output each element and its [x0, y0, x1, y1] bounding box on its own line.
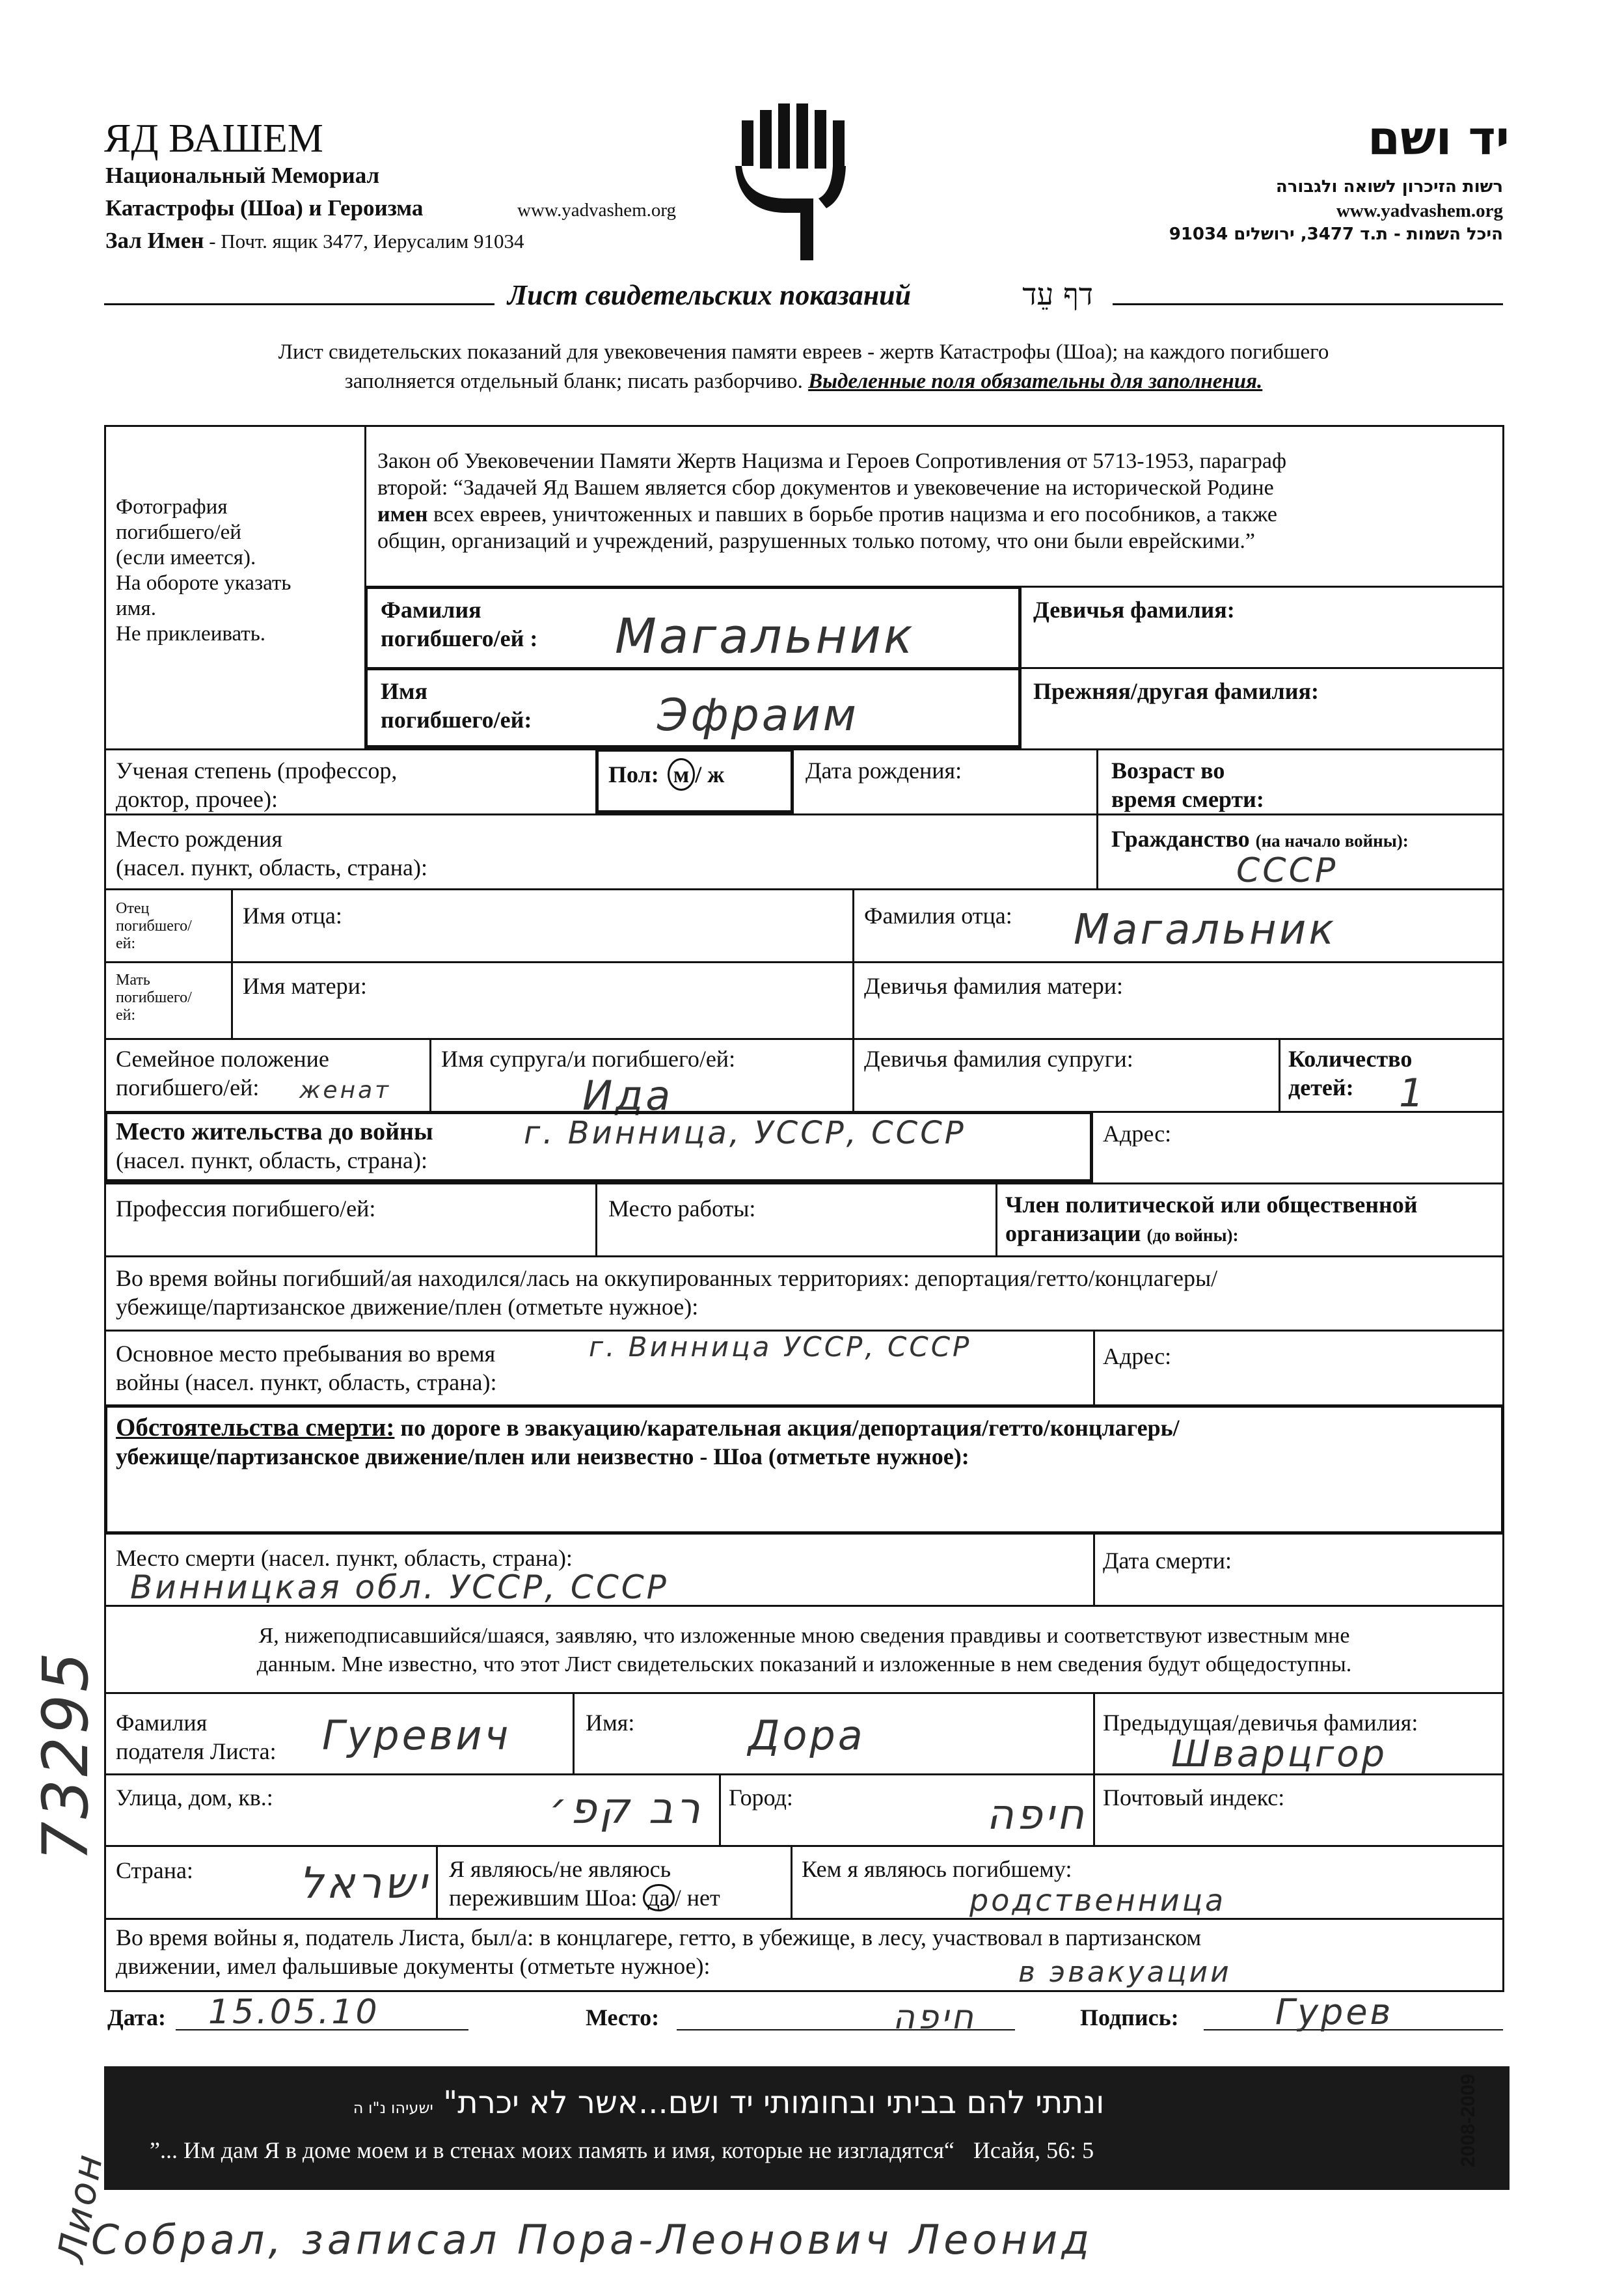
age-label-2: время смерти:: [1111, 786, 1264, 812]
marital-label-1: Семейное положение: [116, 1046, 329, 1072]
marital-label: [116, 1045, 329, 1102]
spouse-value[interactable]: Ида: [582, 1072, 673, 1119]
law-line-3-rest: всех евреев, уничтоженных и павших в борьбе против нацизма и его пособников, а также: [427, 502, 1277, 526]
victim-surname-label: [381, 595, 537, 653]
law-line-2: второй: “Задачей Яд Вашем является сбор документов и увековечение на исторической Родине: [377, 476, 1274, 500]
age-label: [1111, 756, 1264, 813]
rule-2835: [104, 1845, 1504, 1847]
death-circ-text: [116, 1414, 1495, 1471]
residence-value[interactable]: г. Винница, УССР, СССР: [524, 1115, 966, 1151]
death-date-label: Дата смерти:: [1103, 1548, 1232, 1574]
main-place-label-1: Основное место пребывания во время: [116, 1341, 496, 1367]
year-side-label: 2008-2009: [1457, 2073, 1479, 2167]
signature-value[interactable]: Гурев: [1275, 1991, 1394, 2032]
victim-surname-value[interactable]: Магальник: [615, 608, 915, 664]
rule-2947: [104, 1918, 1504, 1920]
victim-other-surname-label: Прежняя/другая фамилия:: [1033, 678, 1319, 704]
vdiv-parent-mid: [852, 888, 854, 1038]
sub-wartime-line-2: движении, имел фальшивые документы (отметьте нужное):: [116, 1953, 711, 1979]
rule-2600: [104, 1692, 1504, 1694]
header-he-line3: היכל השמות - ת.ד 3477, ירושלים 91034: [1169, 225, 1503, 244]
header-hall-bold: Зал Имен: [105, 228, 204, 253]
rule-1477: [104, 961, 1504, 963]
mother-side-label: [116, 972, 192, 1024]
photo-line-3: (если имеется).: [116, 546, 256, 569]
photo-line-2: погибшего/ей: [116, 521, 241, 544]
rule-1025-right: [1022, 667, 1504, 669]
children-label-2: детей:: [1288, 1074, 1354, 1100]
vdiv-city: [719, 1773, 721, 1845]
children-label-1: Количество: [1288, 1046, 1413, 1072]
vdiv-workplace: [595, 1182, 597, 1255]
date-value[interactable]: 15.05.10: [208, 1993, 380, 2032]
margin-number: 73295: [29, 1649, 102, 1861]
father-surname-value[interactable]: Магальник: [1074, 906, 1336, 954]
place-value[interactable]: חיפה: [892, 1998, 976, 2037]
spouse-label: Имя супруга/и погибшего/ей:: [441, 1046, 736, 1072]
gender-option-f[interactable]: ж: [707, 761, 725, 787]
banner-ru-ref: Исайя, 56: 5: [973, 2137, 1094, 2163]
mother-name-label: Имя матери:: [243, 973, 367, 999]
banner-he-text: ונתתי להם בביתי ובחומותי יד ושם...אשר לא יכרת": [443, 2084, 1105, 2121]
victim-surname-label-2: погибшего/ей :: [381, 625, 538, 651]
title-rule-left: [104, 303, 494, 305]
residence-address-label: Адрес:: [1103, 1121, 1172, 1147]
mother-maiden-label: Девичья фамилия матери:: [864, 973, 1124, 999]
vdiv-relation: [791, 1845, 792, 1918]
declaration-text: [104, 1622, 1504, 1679]
wartime-line-2: убежище/партизанское движение/плен (отметьте нужное):: [116, 1294, 699, 1320]
country-value[interactable]: ישראל: [299, 1858, 429, 1908]
street-value[interactable]: רב קפ׳: [549, 1783, 703, 1833]
children-value[interactable]: 1: [1399, 1071, 1427, 1116]
citizenship-value[interactable]: СССР: [1236, 851, 1338, 890]
vdiv-sub-name: [573, 1692, 575, 1773]
header-title-ru: ЯД ВАШЕМ: [104, 116, 323, 161]
vdiv-death-date: [1093, 1535, 1095, 1605]
header-he-line1: רשות הזיכרון לשואה ולגבורה: [1275, 177, 1503, 197]
mother-side-3: ей:: [116, 1007, 136, 1024]
quote-banner: [104, 2066, 1510, 2190]
degree-label-2: доктор, прочее):: [116, 786, 278, 812]
residence-label-bold: Место жительства до войны: [116, 1118, 433, 1145]
intro-line-2-bold: Выделенные поля обязательны для заполнения.: [808, 370, 1263, 393]
degree-label: [116, 756, 397, 813]
sub-name-value[interactable]: Дора: [748, 1712, 865, 1759]
date-label: Дата:: [107, 2004, 166, 2030]
member-label-1: Член политической или общественной: [1005, 1192, 1418, 1218]
vdiv-dob: [1096, 748, 1098, 813]
father-name-label: Имя отца:: [243, 903, 342, 929]
country-label: Страна:: [116, 1857, 193, 1883]
header-hall-rest: - Почт. ящик 3477, Иерусалим 91034: [204, 230, 524, 253]
sub-prev-label: Предыдущая/девичья фамилия:: [1103, 1710, 1418, 1736]
sub-surname-label: [116, 1708, 277, 1766]
vdiv-zip: [1093, 1773, 1095, 1845]
sub-wartime-value[interactable]: в эвакуации: [1018, 1956, 1232, 1989]
citizenship-note: (на начало войны):: [1255, 831, 1409, 851]
photo-line-1: Фотография: [116, 495, 228, 519]
vdiv-spouse: [429, 1038, 431, 1111]
header-website-right: www.yadvashem.org: [1336, 200, 1503, 221]
declaration-line-2: данным. Мне известно, что этот Лист свидетельских показаний и изложенные в нем сведения будут общедоступны.: [256, 1652, 1352, 1676]
law-line-3: [377, 501, 1496, 528]
citizenship-label: [1111, 825, 1409, 853]
law-text: [377, 448, 1496, 554]
law-line-3-bold: имен: [377, 502, 428, 526]
banner-he-quote: [104, 2084, 1353, 2121]
gender-field: Пол: м / ж: [608, 758, 724, 791]
intro-line-2-text: заполняется отдельный бланк; писать разборчиво.: [344, 370, 803, 393]
sub-prev-value[interactable]: Шварцгор: [1171, 1733, 1388, 1775]
banner-he-ref: ישעיהו נ"ו ה: [353, 2099, 433, 2117]
death-circ-bold: Обстоятельства смерти:: [116, 1414, 395, 1442]
sub-surname-label-2: подателя Листа:: [116, 1738, 277, 1764]
banner-ru-quote: [150, 2137, 1483, 2164]
relation-label: Кем я являюсь погибшему:: [802, 1856, 1072, 1882]
marital-label-2: погибшего/ей:: [116, 1074, 260, 1100]
marital-value[interactable]: женат: [299, 1077, 392, 1104]
victim-firstname-label-1: Имя: [381, 678, 427, 704]
sub-wartime-line-1: Во время войны я, податель Листа, был/а: в концлагере, гетто, в убежище, в лесу, участвовал в партизанском: [116, 1924, 1202, 1950]
wartime-text: [116, 1264, 1495, 1321]
rule-1150: [104, 748, 1504, 750]
margin-note: Лион: [49, 2148, 112, 2266]
father-side-2: погибшего/: [116, 918, 192, 935]
header-title-he: יד ושם: [1367, 111, 1510, 165]
sub-surname-value[interactable]: Гуревич: [322, 1712, 511, 1759]
workplace-label: Место работы:: [608, 1196, 756, 1222]
children-label: [1288, 1045, 1412, 1102]
declaration-line-1: Я, нижеподписавшийся/шаяся, заявляю, что изложенные мною сведения правдивы и соответствуют известным мне: [258, 1624, 1350, 1648]
gender-label: Пол:: [608, 761, 659, 787]
relation-value[interactable]: родственница: [969, 1883, 1226, 1918]
photo-line-5: имя.: [116, 597, 156, 620]
age-label-1: Возраст во: [1111, 758, 1225, 784]
photo-instructions: [116, 495, 360, 647]
main-place-label-2: войны (насел. пункт, область, страна):: [116, 1369, 497, 1395]
bottom-note: Собрал, записал Пора-Леонович Леонид: [91, 2216, 1094, 2263]
survivor-label-2: пережившим Шоа:: [449, 1885, 638, 1911]
wartime-address-label: Адрес:: [1103, 1343, 1172, 1369]
form-title-he: דף עֵד: [1022, 277, 1093, 312]
city-label: Город:: [729, 1784, 793, 1811]
place-label: Место:: [586, 2004, 660, 2030]
father-side-3: ей:: [116, 935, 136, 952]
survivor-option-yes[interactable]: да: [643, 1884, 674, 1911]
law-line-1: Закон об Увековечении Памяти Жертв Нацизма и Героев Сопротивления от 5713-1953, параграф: [377, 449, 1287, 473]
birthplace-label: [116, 825, 427, 882]
signature-label: Подпись:: [1080, 2004, 1179, 2030]
citizenship-label-text: Гражданство: [1111, 826, 1250, 852]
intro-line-1: Лист свидетельских показаний для увековечения памяти евреев - жертв Катастрофы (Шоа); на каждого погибшего: [278, 340, 1329, 364]
death-place-label: Место смерти (насел. пункт, область, страна):: [116, 1545, 573, 1571]
survivor-option-no[interactable]: нет: [686, 1885, 720, 1911]
birthplace-label-2: (насел. пункт, область, страна):: [116, 854, 428, 881]
father-surname-label: Фамилия отца:: [864, 903, 1012, 929]
vdiv-children: [1279, 1038, 1280, 1111]
sub-wartime-text: [116, 1923, 1495, 1980]
zip-label: Почтовый индекс:: [1103, 1784, 1285, 1811]
photo-line-4: На обороте указать: [116, 571, 291, 595]
spouse-maiden-label: Девичья фамилия супруги:: [864, 1046, 1133, 1072]
mother-side-1: Мать: [116, 972, 150, 989]
sub-surname-label-1: Фамилия: [116, 1710, 208, 1736]
banner-ru-text: ”... Им дам Я в доме моем и в стенах моих память и имя, которые не изгладятся“: [150, 2137, 955, 2163]
yad-vashem-logo-icon: [735, 101, 852, 264]
vdiv-spouse-maiden: [852, 1038, 854, 1111]
main-place-value[interactable]: г. Винница УССР, СССР: [589, 1331, 972, 1363]
city-value[interactable]: חיפה: [986, 1791, 1087, 1839]
header-subtitle-1: Национальный Мемориал: [105, 163, 380, 188]
degree-label-1: Ученая степень (профессор,: [116, 758, 398, 784]
law-line-4: общин, организаций и учреждений, разрушенных только потому, что они были еврейскими.”: [377, 529, 1255, 553]
main-place-label: [116, 1339, 497, 1397]
header-website-left: www.yadvashem.org: [517, 200, 677, 221]
street-label: Улица, дом, кв.:: [116, 1784, 273, 1811]
rule-1929: [104, 1255, 1504, 1257]
survivor-field: Я являюсь/не являюсь пережившим Шоа: да / нет: [449, 1856, 720, 1911]
profession-label: Профессия погибшего/ей:: [116, 1196, 376, 1222]
member-note: (до войны):: [1146, 1225, 1239, 1245]
form-title: Лист свидетельских показаний: [508, 279, 912, 311]
death-circ-line-1: по дороге в эвакуацию/карательная акция/депортация/гетто/концлагерь/: [394, 1415, 1180, 1441]
photo-line-6: Не приклеивать.: [116, 622, 266, 646]
mother-side-2: погибшего/: [116, 989, 192, 1006]
father-side-1: Отец: [116, 900, 150, 917]
residence-label: [116, 1117, 433, 1175]
vdiv-member: [995, 1182, 997, 1255]
victim-firstname-value[interactable]: Эфраим: [657, 690, 859, 741]
victim-maiden-label: Девичья фамилия:: [1033, 597, 1235, 623]
death-place-value[interactable]: Винницкая обл. УССР, СССР: [130, 1568, 669, 1606]
vdiv-citizenship: [1096, 813, 1098, 888]
vdiv-survivor: [436, 1845, 438, 1918]
dob-label: Дата рождения:: [806, 758, 962, 784]
rule-1595: [104, 1038, 1504, 1040]
vdiv-sub-prev: [1093, 1692, 1095, 1773]
wartime-line-1: Во время войны погибший/ая находился/лась на оккупированных территориях: депортация/гетто/концлагеры/: [116, 1265, 1218, 1291]
victim-surname-label-1: Фамилия: [381, 597, 481, 623]
vdiv-wartime-address: [1093, 1330, 1095, 1404]
vdiv-parent-side: [231, 888, 233, 1038]
victim-firstname-label: [381, 677, 532, 734]
victim-firstname-label-2: погибшего/ей:: [381, 707, 532, 733]
member-label: [1005, 1190, 1417, 1248]
intro-line-2: [104, 370, 1503, 394]
death-circ-line-2: убежище/партизанское движение/плен или неизвестно - Шоа (отметьте нужное):: [116, 1443, 969, 1469]
survivor-label-1: Я являюсь/не являюсь: [449, 1856, 671, 1882]
father-side-label: [116, 900, 192, 953]
gender-option-m[interactable]: м: [668, 758, 696, 791]
header-hall: [105, 228, 524, 254]
sub-name-label: Имя:: [586, 1710, 635, 1736]
birthplace-label-1: Место рождения: [116, 826, 283, 852]
header-subtitle-2: Катастрофы (Шоа) и Героизма: [105, 195, 424, 221]
rule-1817: [104, 1182, 1504, 1184]
title-rule-right: [1113, 303, 1503, 305]
residence-label-2: (насел. пункт, область, страна):: [116, 1147, 428, 1173]
member-label-2: организации: [1005, 1220, 1141, 1246]
rule-1250: [104, 813, 1504, 815]
